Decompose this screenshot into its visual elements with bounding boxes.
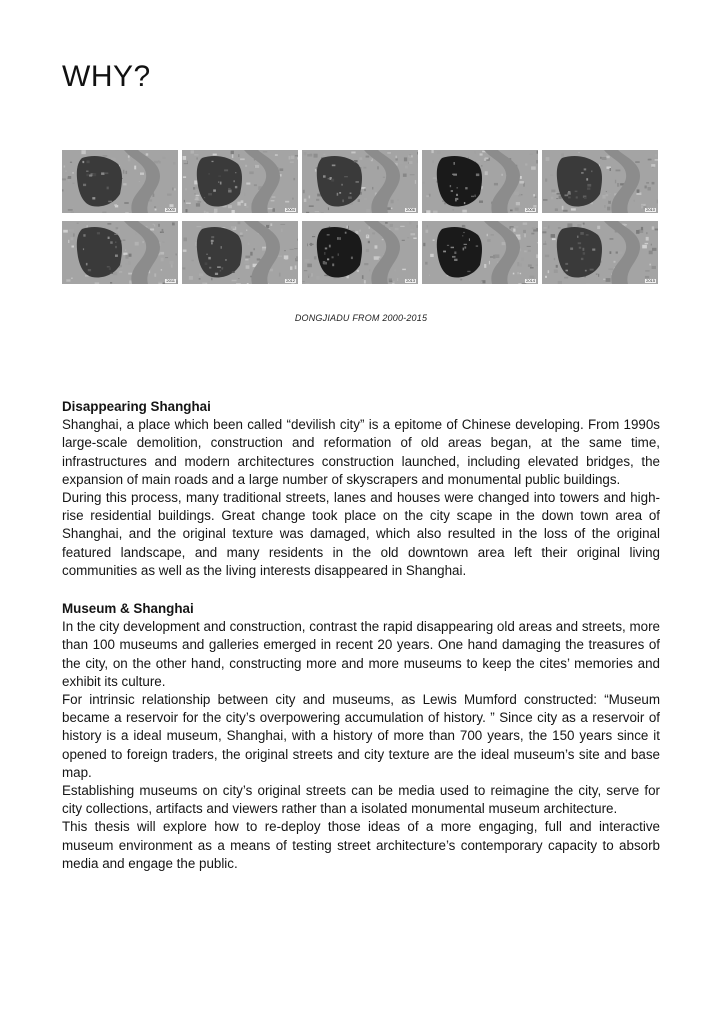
paragraph: Shanghai, a place which been called “devilish city” is a epitome of Chinese developing. From 1990s large-scale demolition, construction and reformation of old areas began, at the same time, infrastructures and modern architectures construction launched, including elevated bridges, the expansion of main roads and a large number of skyscrapers and monumental public buildings.	[62, 417, 660, 487]
aerial-map	[542, 150, 658, 213]
map-year-label: 2010	[646, 207, 655, 212]
map-year-label: 2014	[526, 278, 535, 283]
aerial-map	[182, 221, 298, 284]
section-museum-shanghai	[62, 600, 660, 873]
map-year-label: 2013	[406, 278, 415, 283]
aerial-map	[542, 221, 658, 284]
map-year-label: 2008	[526, 207, 535, 212]
aerial-map-image	[542, 150, 658, 213]
aerial-map	[302, 150, 418, 213]
paragraph: For intrinsic relationship between city and museums, as Lewis Mumford constructed: “Museum became a reservoir for the city’s overpowering accumulation of history. ” Since city as a reservoir of history is a ideal museum, Shanghai, with a history of more than 700 years, the 150 years since it opened to foreign traders, the original streets and city texture are the ideal museum’s site and base map.	[62, 692, 660, 780]
map-year-label: 2012	[286, 278, 295, 283]
aerial-map-image	[302, 221, 418, 284]
aerial-map	[422, 221, 538, 284]
aerial-map	[62, 221, 178, 284]
paragraph: Establishing museums on city’s original streets can be media used to reimagine the city, serve for city collections, artifacts and viewers rather than a isolated monumental museum architecture.	[62, 783, 660, 817]
map-year-label: 2006	[406, 207, 415, 212]
body-text	[62, 398, 660, 873]
section-disappearing-shanghai	[62, 398, 660, 580]
map-year-label: 2015	[646, 278, 655, 283]
figure-caption: DONGJIADU FROM 2000-2015	[294, 313, 428, 323]
section-heading: Museum & Shanghai	[62, 601, 194, 617]
paragraph: This thesis will explore how to re-deploy those ideas of a more engaging, full and interactive museum environment as a means of testing street architecture’s contemporary capacity to absorb media and engage the public.	[62, 819, 660, 871]
aerial-map-image	[302, 150, 418, 213]
aerial-map-image	[542, 221, 658, 284]
section-heading: Disappearing Shanghai	[62, 399, 211, 414]
map-year-label: 2011	[166, 278, 175, 283]
page-title: WHY?	[62, 60, 151, 93]
aerial-map	[422, 150, 538, 213]
aerial-map-image	[422, 221, 538, 284]
aerial-map-image	[422, 150, 538, 213]
aerial-map-image	[182, 221, 298, 284]
aerial-map-image	[62, 150, 178, 213]
aerial-map-image	[182, 150, 298, 213]
aerial-map-image	[62, 221, 178, 284]
map-year-label: 2000	[166, 207, 175, 212]
aerial-map	[62, 150, 178, 213]
map-year-label: 2004	[286, 207, 295, 212]
paragraph: In the city development and construction, contrast the rapid disappearing old areas and streets, more than 100 museums and galleries emerged in recent 20 years. One hand damaging the treasures of the city, on the other hand, constructing more and more museums to keep the cites’ memories and exhibit its culture.	[62, 619, 660, 689]
aerial-map	[302, 221, 418, 284]
aerial-map	[182, 150, 298, 213]
paragraph: During this process, many traditional streets, lanes and houses were changed into towers and high-rise residential buildings. Great change took place on the city scape in the down town area of Shanghai, and the original texture was damaged, which also resulted in the loss of the original featured landscape, and many residents in the old downtown area left their original living communities as well as the living interests disappeared in Shanghai.	[62, 490, 660, 578]
aerial-map-series	[62, 150, 660, 284]
